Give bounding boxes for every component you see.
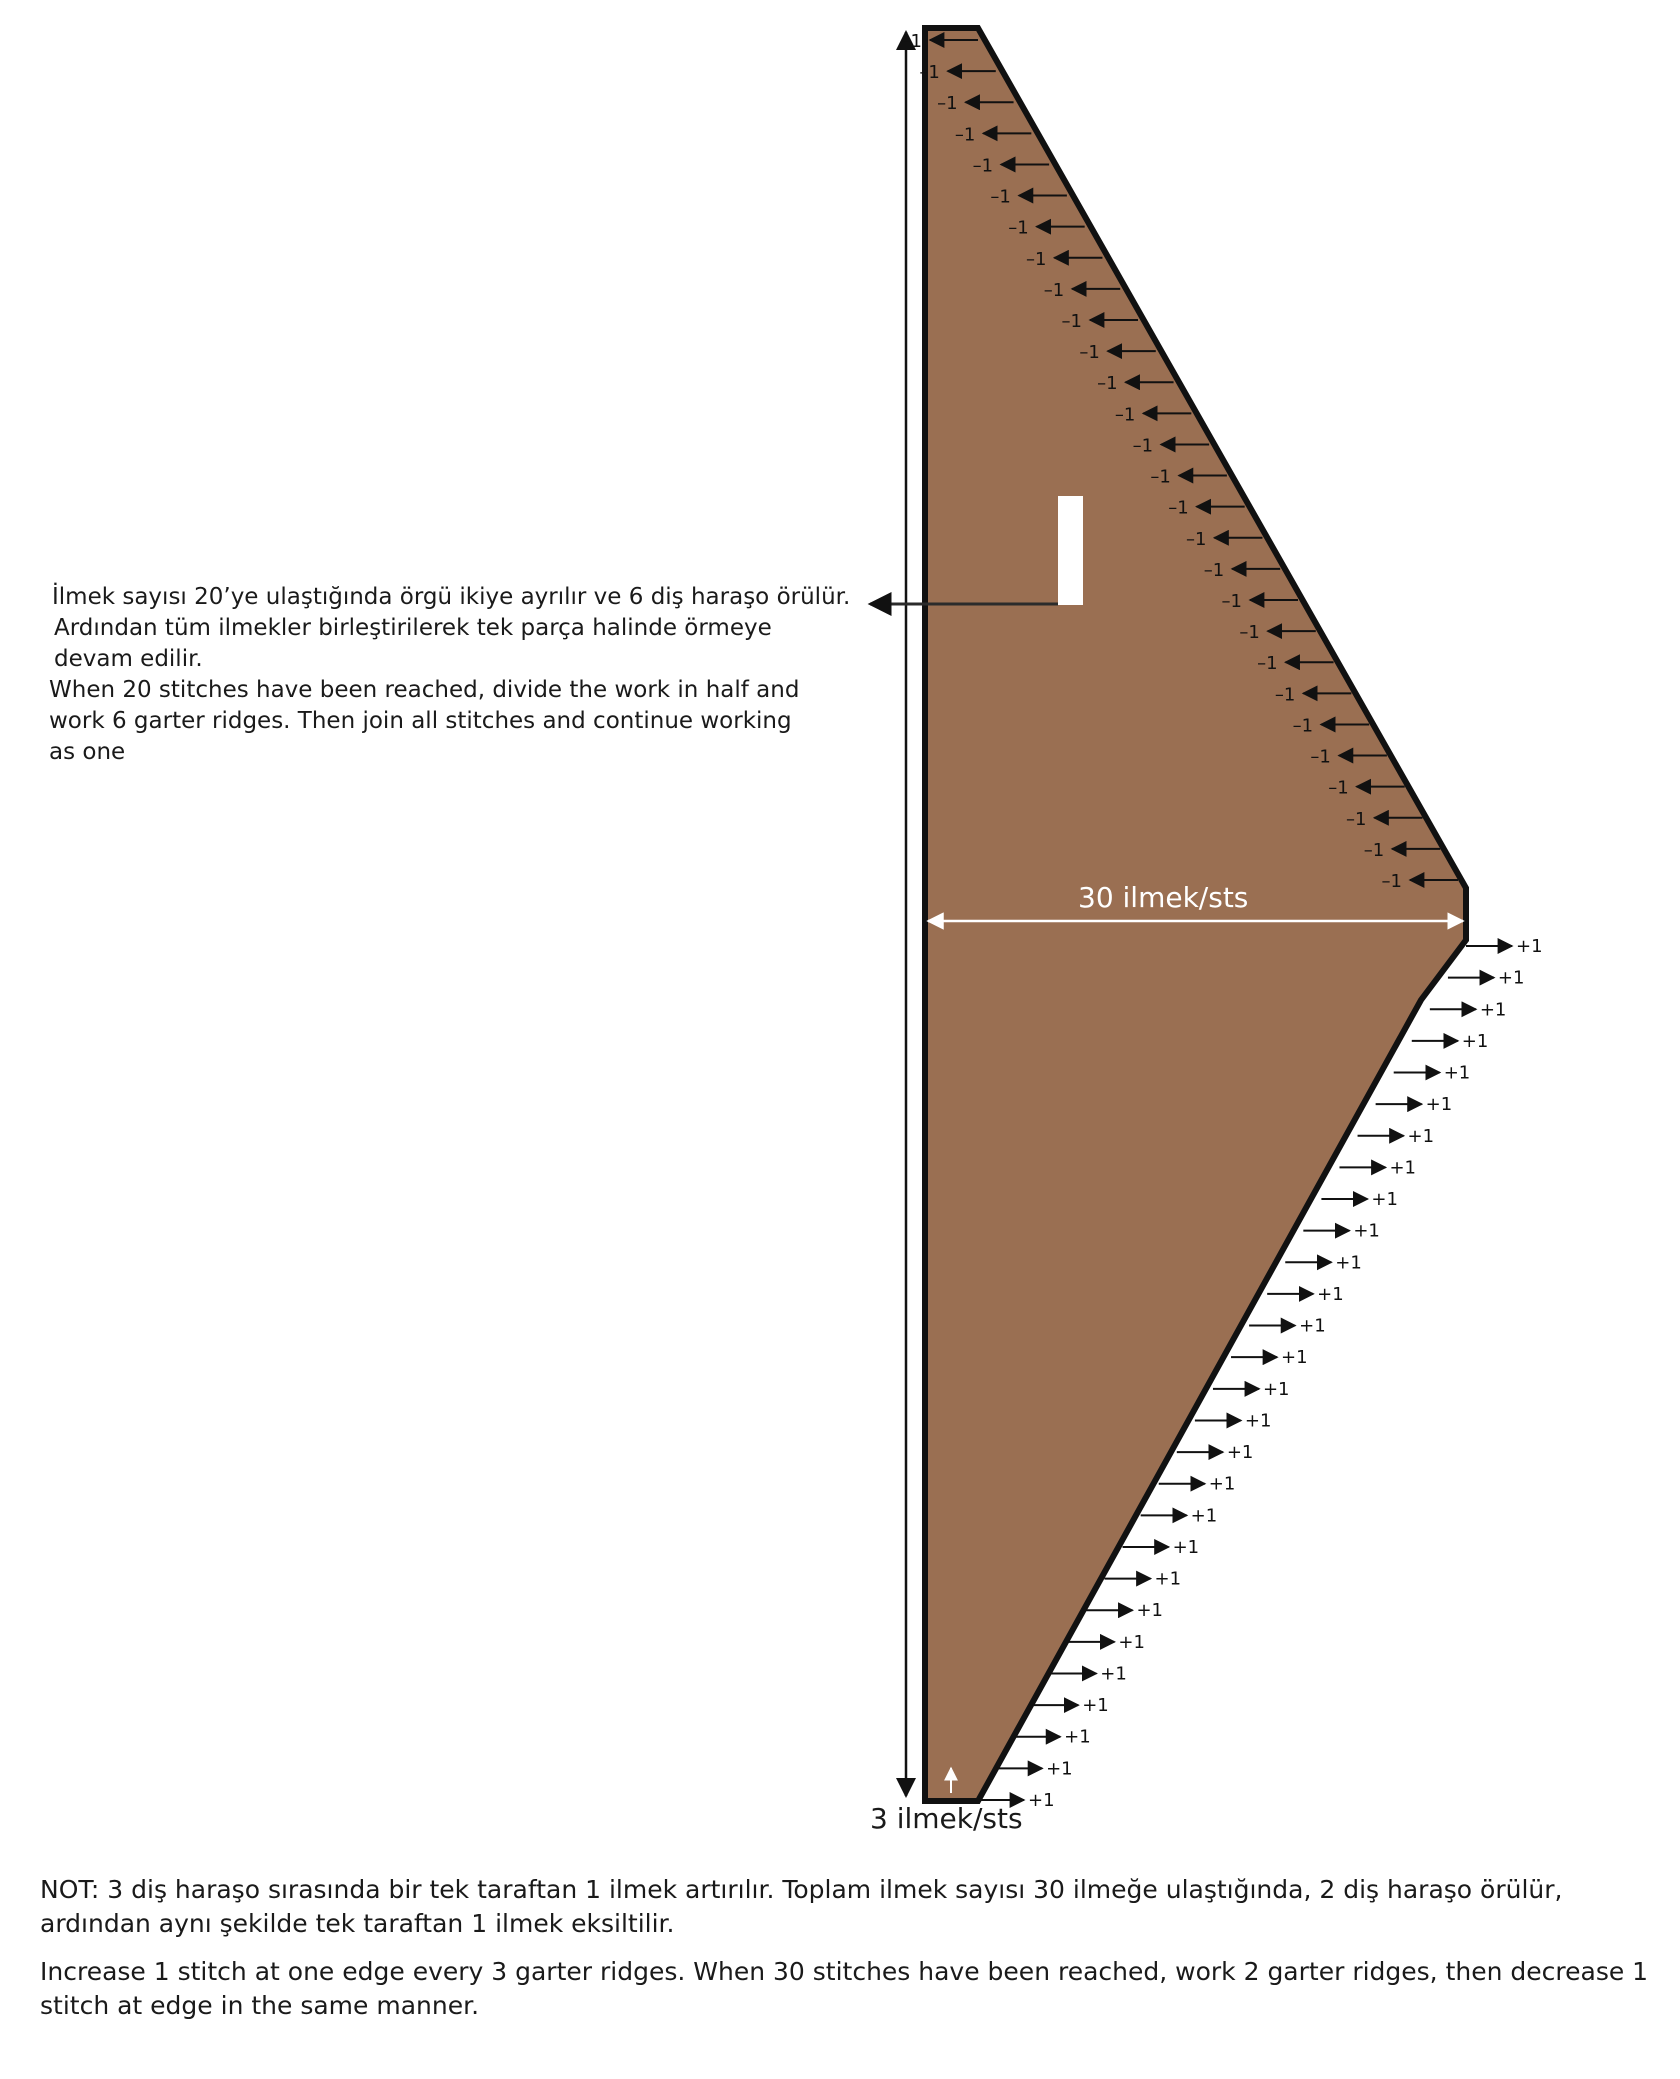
decrease-label: –1 (1150, 466, 1171, 488)
increase-label: +1 (1172, 1536, 1200, 1558)
increase-label: +1 (1371, 1189, 1398, 1211)
increase-label: +1 (1136, 1600, 1163, 1622)
increase-label: +1 (1317, 1283, 1344, 1305)
decrease-label: –1 (1043, 279, 1065, 301)
increase-label: +1 (1407, 1125, 1435, 1147)
increase-label: +1 (1335, 1252, 1362, 1274)
decrease-label: –1 (1097, 373, 1118, 395)
increase-label: +1 (1064, 1726, 1091, 1748)
decrease-label: –1 (1114, 404, 1136, 426)
split-note-en-line: When 20 stitches have been reached, divide the work in half and (49, 677, 800, 703)
decrease-label: –1 (1132, 435, 1154, 457)
decrease-label: –1 (1274, 684, 1296, 706)
decrease-label: –1 (972, 155, 994, 177)
increase-label: +1 (1190, 1505, 1218, 1527)
decrease-label: –1 (1061, 311, 1082, 332)
decrease-label: –1 (1328, 777, 1349, 799)
max-width-label: 30 ilmek/sts (1078, 881, 1249, 914)
decrease-label: –1 (1292, 715, 1314, 737)
decrease-label: –1 (1185, 528, 1207, 550)
decrease-label: –1 (1239, 622, 1260, 644)
increase-label: +1 (1516, 936, 1543, 957)
increase-label: +1 (1100, 1663, 1127, 1685)
increase-label: +1 (1461, 1030, 1489, 1052)
decrease-label: –1 (1025, 248, 1047, 270)
increase-label: +1 (1262, 1378, 1290, 1400)
decrease-label: –1 (901, 31, 922, 52)
split-note-en-line: work 6 garter ridges. Then join all stitches and continue working (49, 708, 792, 734)
increase-label: +1 (1479, 999, 1507, 1021)
decrease-label: –1 (1363, 839, 1385, 861)
increase-label: +1 (1208, 1473, 1236, 1495)
split-note-tr-line: İlmek sayısı 20’ye ulaştığında örgü ikiye ayrılır ve 6 diş haraşo örülür. (52, 584, 851, 610)
decrease-label: –1 (954, 124, 976, 146)
decrease-label: –1 (1310, 746, 1331, 768)
fabric-shape (925, 28, 1466, 1801)
increase-label: +1 (1028, 1790, 1055, 1811)
decrease-label: –1 (919, 62, 940, 84)
increase-label: +1 (1154, 1568, 1182, 1590)
increase-label: +1 (1226, 1442, 1254, 1464)
increase-label: +1 (1118, 1631, 1145, 1653)
split-note-tr-line: Ardından tüm ilmekler birleştirilerek tek parça halinde örmeye (54, 615, 772, 641)
decrease-label: –1 (1079, 342, 1100, 364)
increase-label: +1 (1046, 1758, 1073, 1780)
split-marker (1058, 496, 1083, 605)
decrease-label: –1 (1203, 559, 1225, 581)
split-note-en-line: as one (49, 739, 126, 765)
increase-label: +1 (1425, 1094, 1453, 1116)
increase-label: +1 (1389, 1157, 1417, 1179)
increase-label: +1 (1299, 1315, 1326, 1337)
decrease-label: –1 (1345, 808, 1367, 830)
bottom-notes (40, 1873, 1660, 2037)
increase-label: +1 (1082, 1695, 1109, 1717)
decrease-label: –1 (1008, 217, 1029, 239)
increase-label: +1 (1497, 967, 1525, 989)
split-note (49, 582, 852, 768)
decrease-label: –1 (1381, 871, 1402, 892)
decrease-label: –1 (1168, 497, 1189, 519)
decrease-label: –1 (937, 93, 958, 115)
decrease-label: –1 (990, 186, 1011, 208)
increase-label: +1 (1281, 1347, 1308, 1369)
bottom-note-en: Increase 1 stitch at one edge every 3 garter ridges. When 30 stitches have been reached, work 2 garter ridges, then decrease 1 stitch at edge in the same manner. (40, 1957, 1649, 2020)
decrease-label: –1 (1221, 591, 1242, 612)
split-note-tr-line: devam edilir. (54, 646, 203, 672)
increase-label: +1 (1353, 1220, 1380, 1242)
decrease-label: –1 (1257, 653, 1278, 675)
cast-on-width-label: 3 ilmek/sts (870, 1802, 1023, 1835)
bottom-note-tr: NOT: 3 diş haraşo sırasında bir tek taraftan 1 ilmek artırılır. Toplam ilmek sayısı 30 ilmeğe ulaştığında, 2 diş haraşo örülür, ardından aynı şekilde tek taraftan 1 ilmek eksiltilir. (40, 1875, 1563, 1938)
increase-label: +1 (1443, 1062, 1471, 1084)
increase-label: +1 (1244, 1410, 1272, 1432)
